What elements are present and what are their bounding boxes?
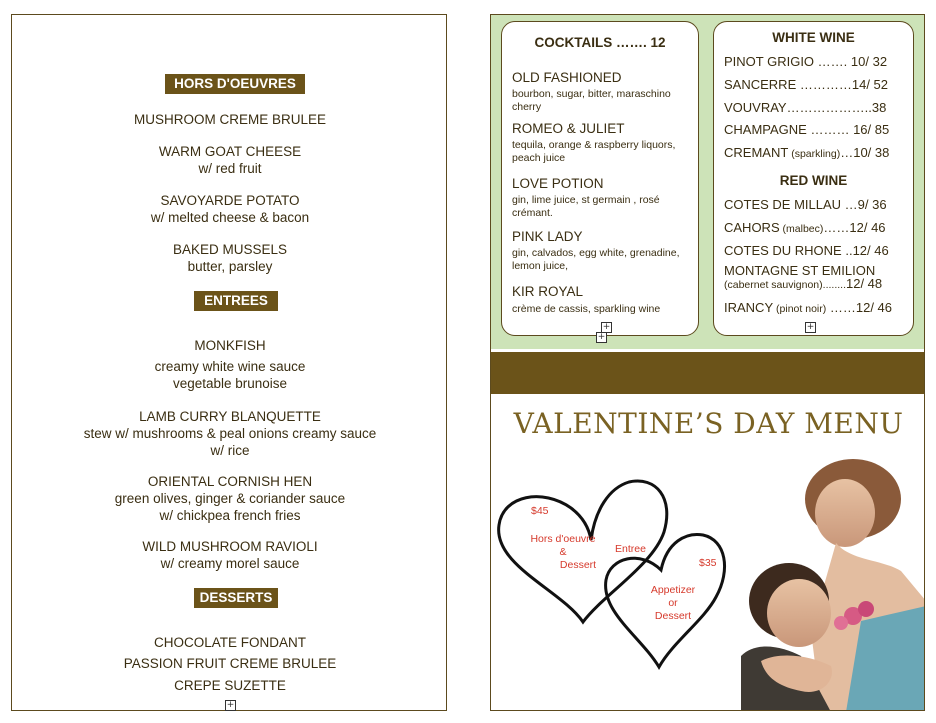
drinks-background [491, 15, 925, 349]
wine-price: 9/ 36 [857, 197, 887, 212]
item-name: ORIENTAL CORNISH HEN [147, 474, 313, 489]
wine-dots: ........ [822, 279, 846, 291]
menu-item [12, 408, 448, 459]
section-header-entrees: ENTREES [194, 291, 278, 311]
item-description: creamy white wine sauce [154, 359, 306, 374]
wine-price: 10/ 32 [850, 54, 888, 69]
caption-line: or [668, 597, 678, 609]
item-name: MUSHROOM CREME BRULEE [133, 112, 327, 127]
wine-name: MONTAGNE ST EMILION [724, 263, 876, 278]
wine-item [724, 145, 889, 160]
entree-label: Entree [615, 543, 646, 555]
cocktail-description: bourbon, sugar, bitter, maraschino cherry [512, 88, 671, 113]
wine-price: 16/ 85 [853, 122, 890, 137]
wine-dots: …… [826, 300, 856, 315]
wine-item [724, 122, 889, 137]
menu-item [12, 241, 448, 275]
wine-dots: ………… [796, 77, 852, 92]
cocktail-description: gin, calvados, egg white, grenadine, lemon juice, [512, 247, 680, 272]
wine-name: CAHORS [724, 220, 780, 235]
wine-item [724, 220, 886, 235]
cocktail-name: LOVE POTION [512, 176, 604, 191]
item-name: LAMB CURRY BLANQUETTE [139, 409, 321, 424]
cocktail-name: KIR ROYAL [512, 284, 584, 299]
cocktail-name: OLD FASHIONED [512, 70, 622, 85]
wine-note: (cabernet sauvignon) [724, 279, 823, 291]
wine-name: SANCERRE [724, 77, 797, 92]
red-wine-title: RED WINE [779, 173, 848, 188]
wine-item [724, 264, 882, 292]
wine-item [724, 197, 887, 212]
item-name: MONKFISH [194, 338, 266, 353]
item-description: stew w/ mushrooms & peal onions creamy sauce [83, 426, 377, 441]
item-description: vegetable brunoise [172, 376, 288, 391]
cocktail-description: tequila, orange & raspberry liquors, peach juice [512, 139, 676, 164]
wine-name: CHAMPAGNE [724, 122, 807, 137]
menu-item [12, 538, 448, 572]
expand-icon[interactable]: + [602, 322, 611, 332]
wine-dots: … [841, 197, 858, 212]
dessert-item: PASSION FRUIT CREME BRULEE [123, 656, 337, 671]
item-description: w/ rice [210, 443, 250, 458]
drinks-and-valentine-page [490, 14, 925, 711]
wine-dots: … [840, 145, 854, 160]
cocktail-description: gin, lime juice, st germain , rosé crémant. [512, 194, 660, 219]
item-description: w/ creamy morel sauce [160, 556, 300, 571]
menu-item [12, 337, 448, 392]
wine-item [724, 54, 887, 69]
menu-item [12, 192, 448, 226]
price-small-heart: $35 [699, 557, 717, 569]
item-description: w/ melted cheese & bacon [150, 210, 310, 225]
wine-price: 12/ 46 [852, 243, 889, 258]
wine-dots: ……………….. [786, 100, 872, 115]
wine-item [724, 300, 892, 315]
brown-divider-bar [491, 352, 925, 394]
item-description: w/ red fruit [198, 161, 262, 176]
item-name: WARM GOAT CHEESE [158, 144, 302, 159]
price-large-heart: $45 [531, 505, 549, 517]
caption-line: Dessert [654, 610, 692, 622]
item-name: BAKED MUSSELS [172, 242, 288, 257]
caption-line: Dessert [559, 559, 597, 571]
wine-item [724, 100, 886, 115]
wine-price: 38 [871, 100, 887, 115]
menu-item [12, 143, 448, 177]
section-header-desserts: DESSERTS [194, 588, 278, 608]
wines-panel [713, 21, 914, 336]
cocktail-name: ROMEO & JULIET [512, 121, 625, 136]
wine-price: 14/ 52 [851, 77, 889, 92]
caption-line: & [559, 546, 567, 558]
item-description: green olives, ginger & coriander sauce [114, 491, 346, 506]
wine-item [724, 77, 888, 92]
cocktail-name: PINK LADY [512, 229, 583, 244]
expand-icon[interactable]: + [597, 332, 606, 342]
white-wine-title: WHITE WINE [772, 30, 855, 45]
expand-icon[interactable]: + [806, 322, 815, 332]
wine-note: (pinot noir) [773, 303, 827, 315]
wine-name: COTES DU RHONE [724, 243, 842, 258]
wine-dots: …… [823, 220, 850, 235]
wine-dots: ……… [806, 122, 854, 137]
menu-item [12, 473, 448, 524]
wine-name: IRANCY [724, 300, 774, 315]
item-description: w/ chickpea french fries [159, 508, 301, 523]
wine-dots: .. [841, 243, 853, 258]
wine-name: CREMANT [724, 145, 789, 160]
wine-note: (sparkling) [788, 148, 841, 160]
dessert-item: CHOCOLATE FONDANT [153, 635, 306, 650]
expand-icon[interactable]: + [226, 700, 235, 710]
food-menu-page [11, 14, 447, 711]
cocktail-description: crème de cassis, sparkling wine [512, 303, 661, 315]
wine-item [724, 243, 889, 258]
item-name: SAVOYARDE POTATO [160, 193, 300, 208]
section-header-hors-doeuvres: HORS D'OEUVRES [165, 74, 305, 94]
wine-dots: ……. [814, 54, 851, 69]
wine-name: COTES DE MILLAU [724, 197, 842, 212]
small-heart-caption [641, 584, 705, 623]
wine-name: PINOT GRIGIO [724, 54, 815, 69]
caption-line: Appetizer [650, 584, 696, 596]
vintage-couple-photo [741, 451, 925, 711]
wine-price: 12/ 46 [855, 300, 893, 315]
item-name: WILD MUSHROOM RAVIOLI [142, 539, 318, 554]
cocktails-title: COCKTAILS ……. 12 [534, 35, 666, 50]
menu-item [12, 111, 448, 128]
valentine-title: VALENTINE’S DAY MENU [513, 407, 904, 440]
wine-note: (malbec) [779, 223, 824, 235]
wine-price: 10/ 38 [853, 145, 890, 160]
wine-name: VOUVRAY [724, 100, 787, 115]
dessert-item: CREPE SUZETTE [174, 678, 286, 693]
wine-price: 12/ 46 [849, 220, 886, 235]
cocktails-panel [501, 21, 699, 342]
wine-price: 12/ 48 [846, 276, 883, 291]
item-description: butter, parsley [187, 259, 273, 274]
caption-line: Hors d'oeuvre [530, 533, 596, 545]
large-heart-caption [523, 533, 603, 572]
